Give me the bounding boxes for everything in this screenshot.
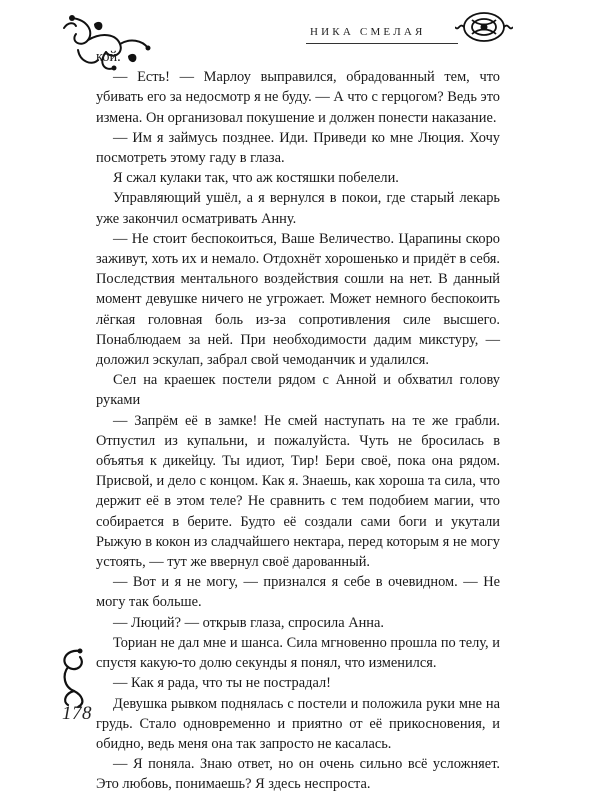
paragraph: — Не стоит беспокоиться, Ваше Величество. Царапины скоро заживут, хоть их и немало. Отдохнёт хорошенько и придёт в себя. Последствия ментального воздействия сошли на нет. В данный момент девушке ничего не угрожает. Может немного беспокоить лёгкая головная боль из-за сопротивления силе высшего. Понаблюдаем за ней. При необходимости дадим микстуру, — доложил эскулап, забрал свой чемоданчик и удалился. (96, 230, 500, 369)
paragraph: Девушка рывком поднялась с постели и положила руки мне на грудь. Стало одновременно и приятно от её прикосновения, и обидно, ведь меня она так запросто не касалась. (96, 695, 500, 752)
paragraph: — Люций? — открыв глаза, спросила Анна. (113, 614, 384, 631)
paragraph: Сел на краешек постели рядом с Анной и обхватил голову руками (96, 372, 500, 409)
header-author: НИКА СМЕЛАЯ (310, 26, 426, 38)
body-text (96, 47, 500, 795)
page-number-flourish-ornament (56, 645, 90, 711)
paragraph: — Я поняла. Знаю ответ, но он очень сильно всё усложняет. Это любовь, понимаешь? Я здесь неспроста. (96, 756, 500, 793)
header-rule (306, 43, 458, 44)
header-ornament (455, 10, 513, 44)
paragraph: Ториан не дал мне и шанса. Сила мгновенно прошла по телу, и спустя какую-то долю секунды я понял, что изменился. (96, 634, 500, 672)
paragraph: Управляющий ушёл, а я вернулся в покои, где старый лекарь уже закончил осматривать Анну. (96, 190, 500, 227)
paragraph: — Им я займусь позднее. Иди. Приведи ко мне Люция. Хочу посмотреть этому гаду в глаза. (96, 129, 500, 167)
paragraph: — Есть! — Марлоу выправился, обрадованный тем, что убивать его за недосмотр я не буду. — А что с герцогом? Ведь это измена. Он организовал покушение и должен понести наказание. (96, 69, 500, 126)
paragraph: — Запрём её в замке! Не смей наступать на те же грабли. Отпустил из купальни, и пожалуйста. Чуть не бросилась в объятья к дикейцу. Ты идиот, Тир! Бери своё, пока она рядом. Присвой, и дело с концом. Как я. Знаешь, как хороша та сила, что держит её в этом теле? Не сравнить с тем подобием магии, что собирается в берите. Будто её создали сами боги и укутали Рыжую в кокон из сладчайшего нектара, перед которым я не могу устоять, — тут же ввернул своё дарованный. (96, 412, 500, 571)
paragraph: Я сжал кулаки так, что аж костяшки побелели. (113, 170, 399, 187)
paragraph: — Вот и я не могу, — признался я себе в очевидном. — Не могу так больше. (96, 574, 500, 611)
page-number: 178 (62, 703, 92, 724)
paragraph: — Как я рада, что ты не пострадал! (113, 675, 331, 692)
paragraph: кой. (96, 49, 121, 65)
